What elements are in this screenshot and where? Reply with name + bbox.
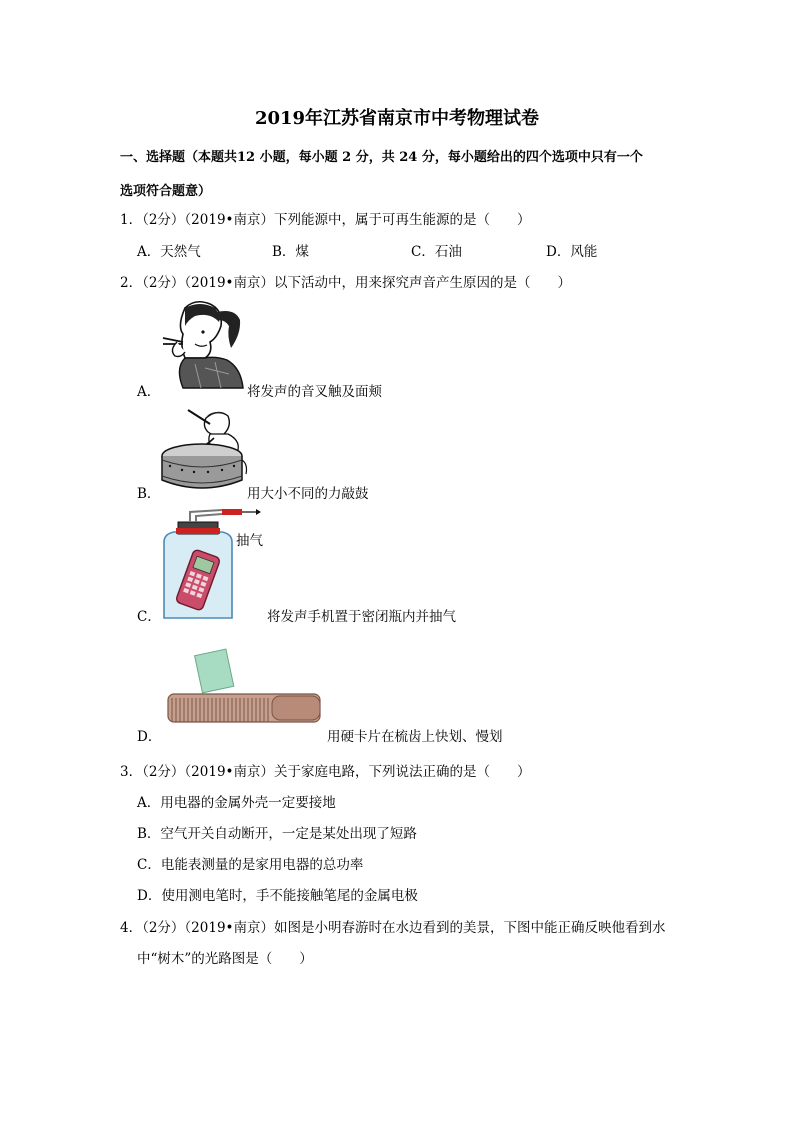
q2-option-c-caption: 将发声手机置于密闭瓶内并抽气	[267, 609, 456, 625]
q3-option-a: A．用电器的金属外壳一定要接地	[137, 795, 336, 811]
question-2-stem: 2．（2分）（2019•南京）以下活动中，用来探究声音产生原因的是（ ）	[120, 275, 571, 291]
question-3-stem: 3．（2分）（2019•南京）关于家庭电路，下列说法正确的是（ ）	[120, 764, 531, 780]
q1-option-d: D．风能	[546, 244, 598, 260]
question-4-stem-line2: 中“树木”的光路图是（ ）	[137, 951, 313, 967]
q2-option-d-caption: 用硬卡片在梳齿上快划、慢划	[327, 729, 503, 745]
q2-option-c-letter: C．	[137, 609, 161, 625]
q1-option-b: B．煤	[272, 244, 309, 260]
q3-option-d: D．使用测电笔时，手不能接触笔尾的金属电极	[137, 888, 418, 904]
q2-option-b-caption: 用大小不同的力敲鼓	[247, 486, 369, 502]
q2-option-a-caption: 将发声的音叉触及面颊	[247, 384, 382, 400]
section-heading-line1: 一、选择题（本题共12 小题，每小题 2 分，共 24 分，每小题给出的四个选项中只有一个	[120, 150, 643, 165]
q1-option-a: A．天然气	[137, 244, 201, 260]
pump-label: 抽气	[236, 533, 263, 549]
section-heading-line2: 选项符合题意）	[120, 184, 212, 199]
q2-option-d-letter: D．	[137, 729, 162, 745]
q3-option-b: B．空气开关自动断开，一定是某处出现了短路	[137, 826, 417, 842]
q3-option-c: C．电能表测量的是家用电器的总功率	[137, 857, 364, 873]
question-4-stem-line1: 4．（2分）（2019•南京）如图是小明春游时在水边看到的美景，下图中能正确反映他看到水	[120, 920, 666, 936]
drum-image	[158, 404, 250, 496]
tuning-fork-girl-image	[155, 298, 245, 390]
question-1-stem: 1．（2分）（2019•南京）下列能源中，属于可再生能源的是（ ）	[120, 212, 531, 228]
q2-option-b-letter: B．	[137, 486, 161, 502]
phone-in-jar-image	[160, 508, 264, 620]
comb-and-card-image	[162, 646, 324, 726]
q1-option-c: C．石油	[411, 244, 462, 260]
page-title: 2019年江苏省南京市中考物理试卷	[254, 108, 540, 129]
q2-option-a-letter: A．	[137, 384, 161, 400]
